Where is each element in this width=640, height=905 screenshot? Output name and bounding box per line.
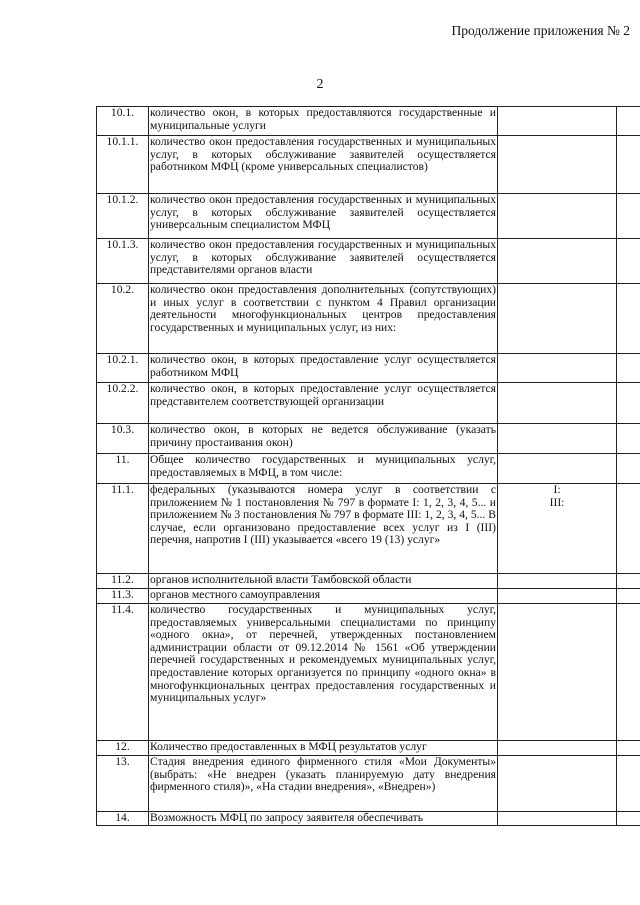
table-body [97,107,640,826]
item-number: 10.1. [97,107,149,136]
item-number: 14. [97,812,149,826]
item-number: 11. [97,454,149,484]
item-value [498,741,617,756]
item-value [498,239,617,284]
item-value [498,136,617,194]
item-number: 10.3. [97,424,149,454]
table-row [97,136,640,194]
item-description: количество окон предоставления государственных и муниципальных услуг, в которых обслуживание заявителей осуществляется работником МФЦ (кроме универсальных специалистов) [149,136,498,194]
item-description: количество окон, в которых не ведется обслуживание (указать причину простаивания окон) [149,424,498,454]
item-value [498,354,617,383]
item-extra [617,194,640,239]
item-value [498,604,617,741]
item-number: 11.1. [97,484,149,574]
item-number: 11.3. [97,589,149,604]
item-extra [617,107,640,136]
table-row [97,589,640,604]
item-extra [617,239,640,284]
item-value [498,484,617,574]
item-description: количество окон предоставления государственных и муниципальных услуг, в которых обслуживание заявителей осуществляется универсальным специалистом МФЦ [149,194,498,239]
table-row [97,741,640,756]
table-row [97,383,640,424]
table-row [97,107,640,136]
table-row [97,604,640,741]
item-value [498,454,617,484]
table-row [97,484,640,574]
item-value [498,284,617,354]
item-value [498,589,617,604]
table-row [97,812,640,826]
item-value [498,194,617,239]
item-extra [617,812,640,826]
report-table [96,106,640,826]
item-value [498,424,617,454]
item-number: 10.1.2. [97,194,149,239]
item-extra [617,136,640,194]
item-description: Общее количество государственных и муниципальных услуг, предоставляемых в МФЦ, в том числе: [149,454,498,484]
item-description: федеральных (указываются номера услуг в соответствии с приложением № 1 постановления № 797 в формате I: 1, 2, 3, 4, 5... и приложением № 3 постановления № 797 в формате III: 1, 2, 3, 4, 5... В случае, если организовано предоставление всех услуг из I (III) перечня, напротив I (III) указывается «всего 19 (13) услуг» [149,484,498,574]
item-number: 10.2.1. [97,354,149,383]
value-label: I: [553,483,561,496]
page-number: 2 [316,77,324,92]
item-extra [617,604,640,741]
item-value [498,812,617,826]
item-extra [617,484,640,574]
item-description: количество государственных и муниципальных услуг, предоставляемых универсальными специалистами по принципу «одного окна», от перечней, утвержденных постановлением администрации области от 09.12.2014 № 1561 «Об утверждении перечней государственных и рекомендуемых муниципальных услуг, предоставление которых организуется по принципу «одного окна» в многофункциональных центрах предоставления государственных и муниципальных услуг» [149,604,498,741]
table-row [97,354,640,383]
item-number: 10.1.1. [97,136,149,194]
item-number: 11.4. [97,604,149,741]
item-extra [617,741,640,756]
table-row [97,574,640,589]
item-description: количество окон, в которых предоставляются государственные и муниципальные услуги [149,107,498,136]
item-number: 12. [97,741,149,756]
item-description: Стадия внедрения единого фирменного стиля «Мои Документы» (выбрать: «Не внедрен (указать планируемую дату внедрения фирменного стиля)», «На стадии внедрения», «Внедрен») [149,756,498,812]
item-extra [617,756,640,812]
item-value [498,574,617,589]
value-label: III: [549,495,565,509]
item-value [498,107,617,136]
item-description: количество окон предоставления государственных и муниципальных услуг, в которых обслуживание заявителей осуществляется представителями органов власти [149,239,498,284]
table-row [97,424,640,454]
item-number: 10.1.3. [97,239,149,284]
item-extra [617,383,640,424]
item-description: органов местного самоуправления [149,589,498,604]
table-row [97,239,640,284]
item-extra [617,574,640,589]
table-row [97,194,640,239]
item-number: 10.2. [97,284,149,354]
item-extra [617,424,640,454]
item-number: 10.2.2. [97,383,149,424]
item-description: Возможность МФЦ по запросу заявителя обеспечивать [149,812,498,826]
item-number: 13. [97,756,149,812]
item-extra [617,454,640,484]
item-description: количество окон, в которых предоставление услуг осуществляется работником МФЦ [149,354,498,383]
item-description: органов исполнительной власти Тамбовской области [149,574,498,589]
table-row [97,454,640,484]
item-number: 11.2. [97,574,149,589]
item-description: количество окон, в которых предоставление услуг осуществляется представителем соответствующей организации [149,383,498,424]
item-extra [617,589,640,604]
item-value [498,756,617,812]
item-value [498,383,617,424]
appendix-header: Продолжение приложения № 2 [451,23,630,38]
item-description: Количество предоставленных в МФЦ результатов услуг [149,741,498,756]
table-row [97,756,640,812]
item-extra [617,354,640,383]
item-extra [617,284,640,354]
item-description: количество окон предоставления дополнительных (сопутствующих) и иных услуг в соответствии с пунктом 4 Правил организации деятельности многофункциональных центров предоставления государственных и муниципальных услуг, из них: [149,284,498,354]
table-row [97,284,640,354]
